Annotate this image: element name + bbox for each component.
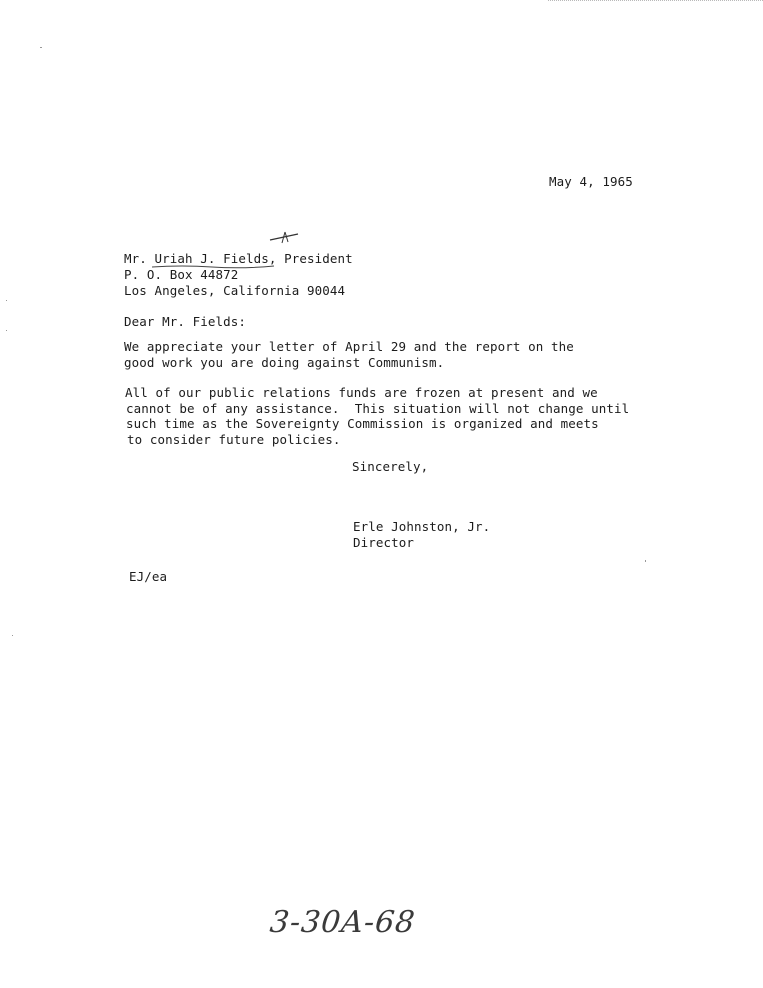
body-paragraph-2-line: cannot be of any assistance. This situation will not change until [126, 401, 630, 416]
handwritten-file-number: 3-30A-68 [268, 905, 418, 940]
top-edge-dots [548, 0, 763, 3]
scan-speck [6, 300, 7, 301]
salutation: Dear Mr. Fields: [124, 314, 247, 329]
body-paragraph-1-line: good work you are doing against Communism. [124, 355, 445, 370]
recipient-address-line: P. O. Box 44872 [124, 267, 239, 282]
scan-speck [40, 47, 42, 48]
body-paragraph-2-line: to consider future policies. [127, 432, 341, 447]
body-paragraph-2-line: All of our public relations funds are frozen at present and we [125, 385, 598, 400]
scan-speck [645, 560, 646, 562]
signer-name: Erle Johnston, Jr. [353, 519, 491, 534]
typist-initials: EJ/ea [129, 569, 168, 584]
letter-date: May 4, 1965 [549, 174, 633, 189]
signer-title: Director [353, 535, 415, 550]
scan-speck [6, 330, 7, 331]
closing: Sincerely, [352, 459, 429, 474]
pen-mark-icon [268, 228, 304, 248]
recipient-name-line: Mr. Uriah J. Fields, President [124, 251, 353, 266]
body-paragraph-1-line: We appreciate your letter of April 29 and the report on the [124, 339, 574, 354]
recipient-city-line: Los Angeles, California 90044 [124, 283, 346, 298]
body-paragraph-2-line: such time as the Sovereignty Commission is organized and meets [126, 416, 599, 431]
scan-speck [12, 635, 13, 636]
